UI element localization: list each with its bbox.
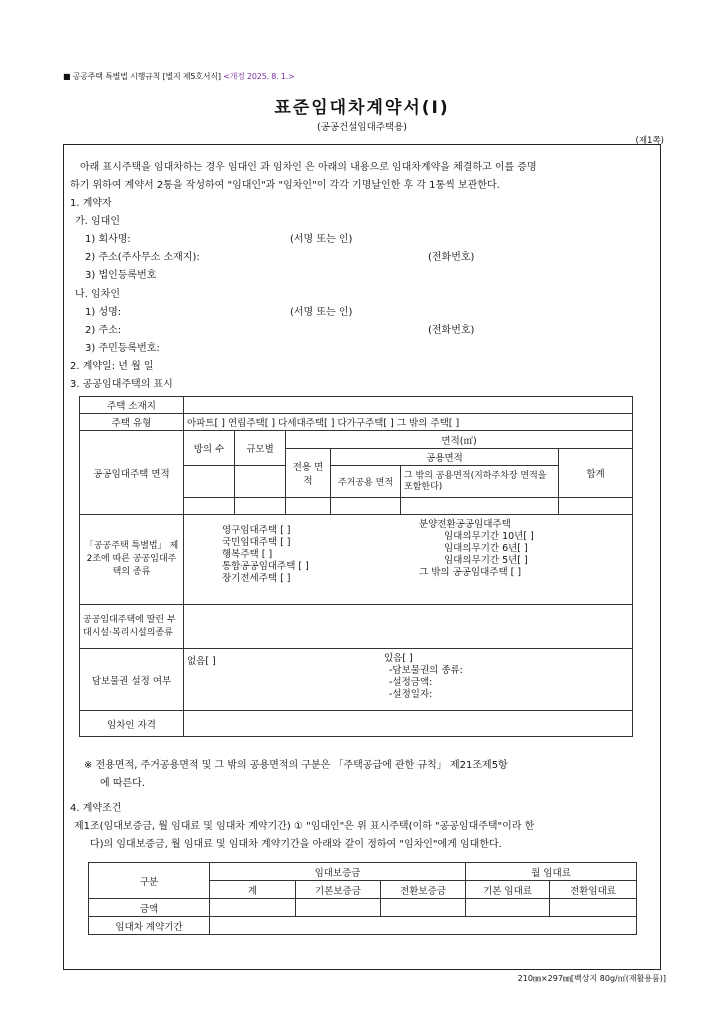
collateral-amount: -설정금액: bbox=[389, 677, 433, 688]
type-options[interactable]: 아파트[ ] 연립주택[ ] 다세대주택[ ] 다가구주택[ ] 그 밖의 주택[ ] bbox=[184, 414, 633, 431]
other-common-value[interactable] bbox=[401, 498, 559, 515]
terms-line-1: 제1조(임대보증금, 월 임대료 및 임대차 계약기간) ① "임대인"은 위 표시주택(이하 "공공임대주택"이라 한 bbox=[74, 821, 535, 832]
terms-line-2: 다)의 임대보증금, 월 임대료 및 임대차 계약기간을 아래와 같이 정하여 "임차인"에게 임대한다. bbox=[90, 839, 502, 850]
rooms-header: 방의 수 bbox=[184, 431, 235, 466]
document-subtitle: (공공건설임대주택용) bbox=[316, 122, 407, 133]
total-value[interactable] bbox=[559, 498, 633, 515]
revision-date: <개정 2025. 8. 1.> bbox=[223, 72, 295, 81]
kind-happy[interactable]: 행복주택 [ ] bbox=[222, 549, 273, 560]
size-value[interactable] bbox=[235, 498, 286, 515]
note-line-1: ※ 전용면적, 주거공용면적 및 그 밖의 공용면적의 구분은 「주택공급에 관한 규칙」 제21조제5항 bbox=[84, 760, 508, 771]
tenant-heading: 나. 임차인 bbox=[75, 289, 120, 300]
basic-rent-value[interactable] bbox=[466, 899, 550, 917]
section-1: 1. 계약자 bbox=[70, 198, 112, 209]
basic-deposit-header: 기본보증금 bbox=[296, 881, 381, 899]
type-label: 주택 유형 bbox=[80, 414, 184, 431]
rent-table bbox=[88, 862, 637, 935]
area-header: 면적(㎡) bbox=[286, 431, 633, 449]
landlord-reg-no: 3) 법인등록번호 bbox=[85, 270, 157, 281]
kind-integrated[interactable]: 통합공공임대주택 [ ] bbox=[222, 561, 309, 572]
address-field[interactable] bbox=[184, 397, 633, 414]
exclusive-value[interactable] bbox=[286, 498, 331, 515]
kind-10y[interactable]: 임대의무기간 10년[ ] bbox=[444, 531, 534, 542]
rooms-cell[interactable] bbox=[184, 466, 235, 498]
section-3: 3. 공공임대주택의 표시 bbox=[70, 379, 173, 390]
intro-line-2: 하기 위하여 계약서 2통을 작성하여 "임대인"과 "임차인"이 각각 기명날인한 후 각 1통씩 보관한다. bbox=[70, 180, 500, 191]
kind-national[interactable]: 국민임대주택 [ ] bbox=[222, 537, 291, 548]
kind-5y[interactable]: 임대의무기간 5년[ ] bbox=[444, 555, 528, 566]
tenant-qualification-label: 임차인 자격 bbox=[80, 711, 184, 737]
period-label: 임대차 계약기간 bbox=[89, 917, 210, 935]
exclusive-header: 전용 면적 bbox=[286, 449, 331, 498]
kind-label: 「공공주택 특별법」 제2조에 따른 공공임대주택의 종류 bbox=[80, 515, 184, 605]
common-header: 공용면적 bbox=[331, 449, 559, 466]
document-title: 표준임대차계약서(Ⅰ) bbox=[274, 98, 450, 118]
paper-spec: 210㎜×297㎜[백상지 80g/㎡(재활용품)] bbox=[517, 974, 666, 983]
landlord-sign[interactable]: (서명 또는 인) bbox=[290, 234, 353, 245]
landlord-company: 1) 회사명: bbox=[85, 234, 131, 245]
converted-rent-value[interactable] bbox=[550, 899, 637, 917]
rooms-value[interactable] bbox=[184, 498, 235, 515]
kind-options[interactable] bbox=[184, 515, 633, 605]
facility-field[interactable] bbox=[184, 605, 633, 649]
collateral-label: 담보물권 설정 여부 bbox=[80, 649, 184, 711]
collateral-options[interactable] bbox=[184, 649, 633, 711]
landlord-phone: (전화번호) bbox=[428, 252, 475, 263]
landlord-address: 2) 주소(주사무소 소재지): bbox=[85, 252, 200, 263]
contract-date: 2. 계약일: 년 월 일 bbox=[70, 361, 154, 372]
area-label: 공공임대주택 면적 bbox=[80, 431, 184, 515]
tenant-sign[interactable]: (서명 또는 인) bbox=[290, 307, 353, 318]
amount-label: 금액 bbox=[89, 899, 210, 917]
category-header: 구분 bbox=[89, 863, 210, 899]
tenant-name: 1) 성명: bbox=[85, 307, 122, 318]
kind-permanent[interactable]: 영구임대주택 [ ] bbox=[222, 525, 291, 536]
deposit-header: 임대보증금 bbox=[210, 863, 466, 881]
collateral-none[interactable]: 없음[ ] bbox=[187, 656, 216, 667]
facility-label: 공공임대주택에 딸린 부대시설·복리시설의종류 bbox=[80, 605, 184, 649]
tenant-qualification-field[interactable] bbox=[184, 711, 633, 737]
residential-common-value[interactable] bbox=[331, 498, 401, 515]
residential-common-header: 주거공용 면적 bbox=[331, 466, 401, 498]
size-header: 규모별 bbox=[235, 431, 286, 466]
section-4: 4. 계약조건 bbox=[70, 803, 122, 814]
tenant-address: 2) 주소: bbox=[85, 325, 122, 336]
intro-line-1: 아래 표시주택을 임대차하는 경우 임대인 과 임차인 은 아래의 내용으로 임대차계약을 체결하고 이를 증명 bbox=[80, 162, 537, 173]
basic-deposit-value[interactable] bbox=[296, 899, 381, 917]
kind-6y[interactable]: 임대의무기간 6년[ ] bbox=[444, 543, 528, 554]
house-table bbox=[79, 396, 633, 737]
size-cell[interactable] bbox=[235, 466, 286, 498]
collateral-date: -설정일자: bbox=[389, 689, 433, 700]
tenant-id-no: 3) 주민등록번호: bbox=[85, 343, 160, 354]
sum-value[interactable] bbox=[210, 899, 296, 917]
other-common-header: 그 밖의 공용면적(지하주차장 면적을 포함한다) bbox=[401, 466, 559, 498]
converted-rent-header: 전환임대료 bbox=[550, 881, 637, 899]
monthly-header: 월 임대료 bbox=[466, 863, 637, 881]
address-label: 주택 소재지 bbox=[80, 397, 184, 414]
collateral-yes[interactable]: 있음[ ] bbox=[384, 653, 413, 664]
collateral-type: -담보물권의 종류: bbox=[389, 665, 463, 676]
converted-deposit-header: 전환보증금 bbox=[381, 881, 466, 899]
total-header: 합계 bbox=[559, 449, 633, 498]
note-line-2: 에 따른다. bbox=[100, 778, 145, 789]
page-number: (제1쪽) bbox=[635, 136, 664, 146]
kind-sale-conversion: 분양전환공공임대주택 bbox=[419, 519, 511, 530]
law-reference: ■ 공공주택 특별법 시행규칙 [별지 제5호서식] <개정 2025. 8. 1.> bbox=[63, 72, 295, 81]
landlord-heading: 가. 임대인 bbox=[75, 216, 120, 227]
kind-long-term[interactable]: 장기전세주택 [ ] bbox=[222, 573, 291, 584]
sum-header: 계 bbox=[210, 881, 296, 899]
tenant-phone: (전화번호) bbox=[428, 325, 475, 336]
converted-deposit-value[interactable] bbox=[381, 899, 466, 917]
period-value[interactable] bbox=[210, 917, 637, 935]
basic-rent-header: 기본 임대료 bbox=[466, 881, 550, 899]
kind-other[interactable]: 그 밖의 공공임대주택 [ ] bbox=[419, 567, 522, 578]
